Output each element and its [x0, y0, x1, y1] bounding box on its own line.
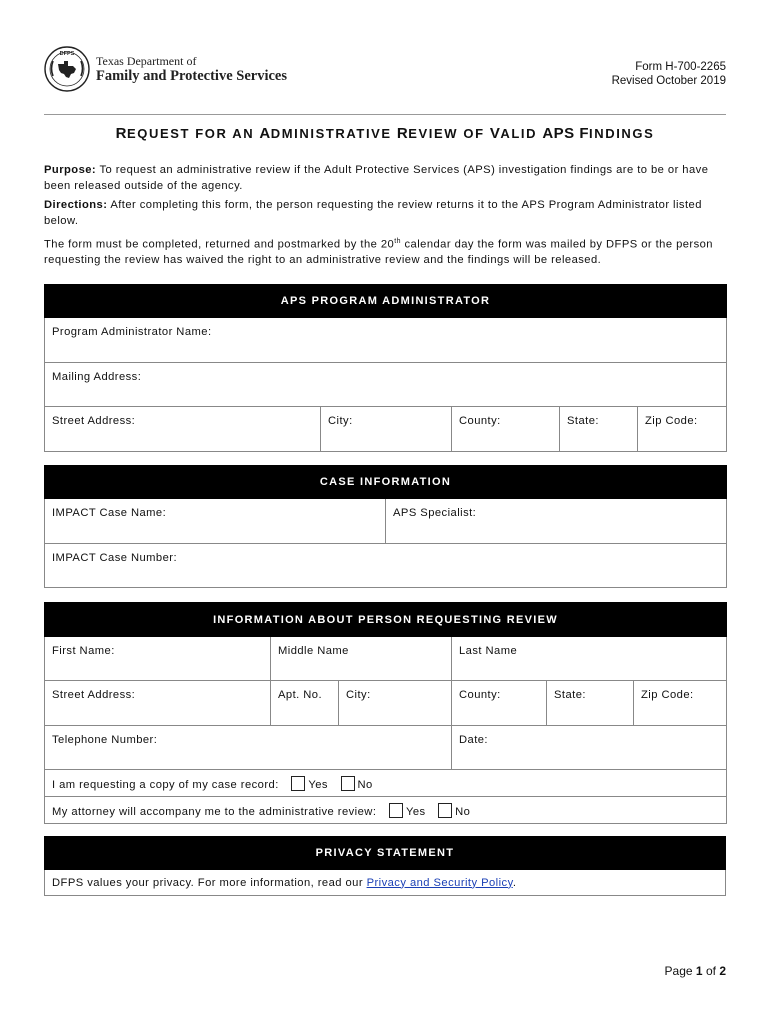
agency-line-1: Texas Department of — [96, 54, 197, 68]
first-name-field[interactable]: First Name: — [45, 637, 271, 681]
admin-zip-field[interactable]: Zip Code: — [638, 407, 727, 452]
privacy-text: DFPS values your privacy. For more information, read our Privacy and Security Policy. — [45, 870, 726, 896]
form-title: REQUEST FOR AN ADMINISTRATIVE REVIEW OF VALID APS FINDINGS — [115, 125, 655, 142]
requester-section-header: INFORMATION ABOUT PERSON REQUESTING REVIEW — [45, 603, 727, 637]
requester-state-field[interactable]: State: — [547, 681, 634, 726]
admin-name-field[interactable]: Program Administrator Name: — [45, 318, 727, 363]
deadline-paragraph: The form must be completed, returned and postmarked by the 20th calendar day the form was mailed by DFPS or the person requesting the review has waived the right to an administrative review and the findings will be released. — [44, 238, 713, 267]
privacy-section — [44, 836, 726, 896]
requester-county-field[interactable]: County: — [452, 681, 547, 726]
agency-line-2: Family and Protective Services — [96, 68, 287, 84]
telephone-field[interactable]: Telephone Number: — [45, 726, 452, 770]
admin-street-field[interactable]: Street Address: — [45, 407, 321, 452]
form-number-block — [612, 60, 726, 88]
case-section-header: CASE INFORMATION — [45, 466, 727, 499]
svg-text:DFPS: DFPS — [59, 51, 75, 57]
attorney-yes-checkbox[interactable] — [389, 803, 403, 818]
admin-section — [44, 284, 727, 452]
attorney-row: My attorney will accompany me to the administrative review: Yes No — [45, 797, 727, 824]
middle-name-field[interactable]: Middle Name — [271, 637, 452, 681]
privacy-section-header: PRIVACY STATEMENT — [45, 837, 726, 870]
page-number: Page 1 of 2 — [664, 964, 726, 978]
last-name-field[interactable]: Last Name — [452, 637, 727, 681]
requester-zip-field[interactable]: Zip Code: — [634, 681, 727, 726]
admin-county-field[interactable]: County: — [452, 407, 560, 452]
purpose-text: To request an administrative review if the Adult Protective Services (APS) investigation findings are to be or have been released outside of the agency. — [44, 164, 709, 192]
requester-street-field[interactable]: Street Address: — [45, 681, 271, 726]
revision-date: Revised October 2019 — [611, 75, 726, 87]
case-number-field[interactable]: IMPACT Case Number: — [45, 544, 727, 588]
purpose-label: Purpose: — [44, 164, 97, 176]
admin-mailing-field[interactable]: Mailing Address: — [45, 363, 727, 407]
case-record-no-checkbox[interactable] — [341, 776, 355, 791]
header-divider — [44, 114, 726, 115]
form-number: Form H-700-2265 — [635, 61, 726, 73]
case-name-field[interactable]: IMPACT Case Name: — [45, 499, 386, 544]
agency-name — [96, 54, 287, 85]
case-record-copy-row: I am requesting a copy of my case record: Yes No — [45, 770, 727, 797]
form-header — [44, 46, 726, 96]
case-record-yes-checkbox[interactable] — [291, 776, 305, 791]
admin-section-header: APS PROGRAM ADMINISTRATOR — [45, 285, 727, 318]
case-record-copy-question: I am requesting a copy of my case record: — [52, 778, 279, 791]
case-section — [44, 465, 727, 588]
aps-specialist-field[interactable]: APS Specialist: — [386, 499, 727, 544]
date-field[interactable]: Date: — [452, 726, 727, 770]
attorney-no-checkbox[interactable] — [438, 803, 452, 818]
requester-city-field[interactable]: City: — [339, 681, 452, 726]
privacy-policy-link[interactable]: Privacy and Security Policy — [366, 876, 513, 889]
purpose-paragraph — [44, 163, 726, 194]
apt-no-field[interactable]: Apt. No. — [271, 681, 339, 726]
admin-city-field[interactable]: City: — [321, 407, 452, 452]
directions-paragraph — [44, 198, 726, 229]
attorney-question: My attorney will accompany me to the administrative review: — [52, 805, 377, 818]
dfps-seal-logo — [44, 46, 90, 92]
admin-state-field[interactable]: State: — [560, 407, 638, 452]
directions-text: After completing this form, the person requesting the review returns it to the APS Program Administrator listed below. — [44, 199, 702, 227]
directions-label: Directions: — [44, 199, 108, 211]
requester-section — [44, 602, 727, 824]
